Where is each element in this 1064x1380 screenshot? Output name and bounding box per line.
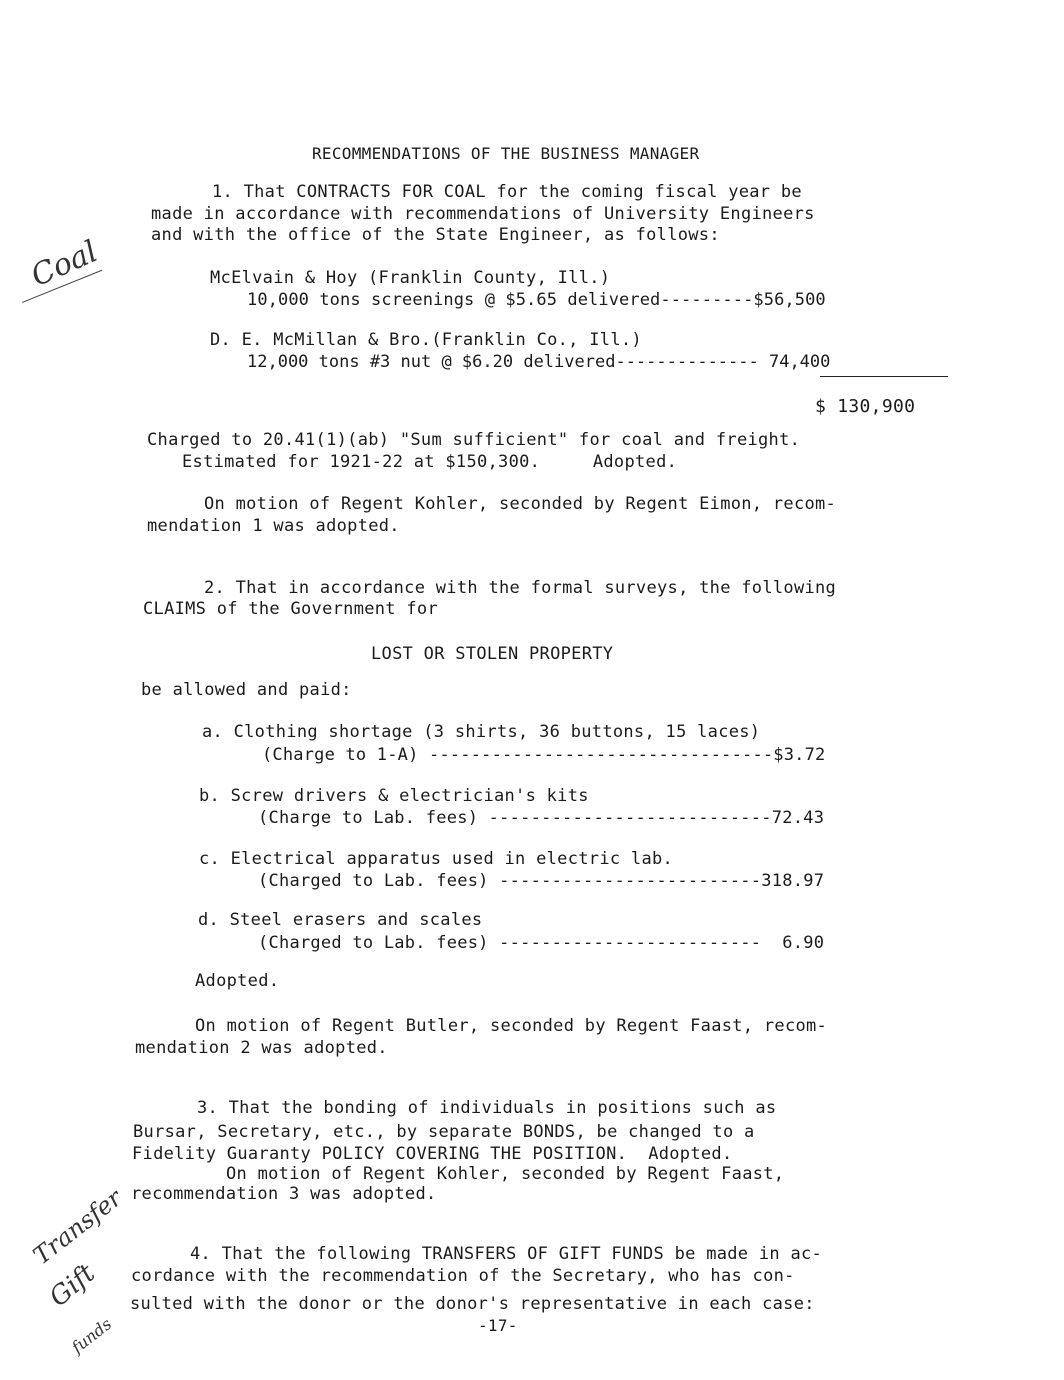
rec1-motion-1: On motion of Regent Kohler, seconded by Regent Eimon, recom-	[204, 494, 837, 514]
rec2-motion-2: mendation 2 was adopted.	[135, 1038, 388, 1058]
rec2-line1: 2. That in accordance with the formal surveys, the following	[204, 578, 837, 598]
margin-note-funds: funds	[68, 1314, 116, 1357]
claim-c-charge: (Charged to Lab. fees) -------------------------318.97	[258, 871, 825, 891]
claim-d-charge: (Charged to Lab. fees) ------------------------- 6.90	[258, 933, 825, 953]
claim-b-description: b. Screw drivers & electrician's kits	[199, 786, 589, 806]
rec1-line2: made in accordance with recommendations of University Engineers	[151, 204, 815, 224]
claim-d-description: d. Steel erasers and scales	[198, 910, 483, 930]
claim-a-charge: (Charge to 1-A) ---------------------------------$3.72	[262, 745, 826, 765]
coal-total-rule	[820, 376, 948, 377]
rec3-line3: Fidelity Guaranty POLICY COVERING THE POSITION. Adopted.	[132, 1144, 733, 1164]
rec2-line2: CLAIMS of the Government for	[143, 599, 438, 619]
rec3-line1: 3. That the bonding of individuals in positions such as	[197, 1098, 777, 1118]
rec2-adopted: Adopted.	[195, 971, 280, 991]
rec2-line3: be allowed and paid:	[141, 680, 352, 700]
margin-note-gift: Gift	[44, 1258, 101, 1313]
claim-a-description: a. Clothing shortage (3 shirts, 36 buttons, 15 laces)	[202, 722, 761, 742]
rec4-line1: 4. That the following TRANSFERS OF GIFT FUNDS be made in ac-	[190, 1244, 823, 1264]
rec3-line2: Bursar, Secretary, etc., by separate BONDS, be changed to a	[133, 1122, 755, 1142]
rec1-charge-2: Estimated for 1921-22 at $150,300. Adopted.	[182, 452, 678, 472]
margin-note-coal: Coal	[26, 234, 103, 294]
rec3-line4: On motion of Regent Kohler, seconded by Regent Faast,	[226, 1164, 785, 1184]
rec2-heading: LOST OR STOLEN PROPERTY	[371, 644, 614, 664]
rec4-line3: sulted with the donor or the donor's representative in each case:	[130, 1294, 815, 1314]
claim-c-description: c. Electrical apparatus used in electric lab.	[199, 849, 674, 869]
rec2-motion-1: On motion of Regent Butler, seconded by Regent Faast, recom-	[195, 1016, 828, 1036]
coal-vendor-2-name: D. E. McMillan & Bro.(Franklin Co., Ill.)	[210, 330, 642, 350]
rec1-charge-1: Charged to 20.41(1)(ab) "Sum sufficient" for coal and freight.	[147, 430, 801, 450]
coal-vendor-1-item: 10,000 tons screenings @ $5.65 delivered---------$56,500	[247, 290, 826, 310]
margin-note-transfer: Transfer	[28, 1183, 128, 1271]
rec1-line3: and with the office of the State Engineer, as follows:	[151, 225, 720, 245]
rec1-motion-2: mendation 1 was adopted.	[147, 516, 400, 536]
rec1-line1: 1. That CONTRACTS FOR COAL for the coming fiscal year be	[212, 182, 802, 202]
coal-total: $ 130,900	[815, 396, 916, 417]
coal-vendor-1-name: McElvain & Hoy (Franklin County, Ill.)	[210, 268, 611, 288]
rec4-line2: cordance with the recommendation of the Secretary, who has con-	[131, 1266, 795, 1286]
rec3-line5: recommendation 3 was adopted.	[131, 1184, 437, 1204]
page-number: -17-	[478, 1316, 518, 1335]
claim-b-charge: (Charge to Lab. fees) ---------------------------72.43	[258, 808, 825, 828]
coal-vendor-2-item: 12,000 tons #3 nut @ $6.20 delivered-------------- 74,400	[247, 352, 831, 372]
page-title: RECOMMENDATIONS OF THE BUSINESS MANAGER	[312, 144, 700, 163]
